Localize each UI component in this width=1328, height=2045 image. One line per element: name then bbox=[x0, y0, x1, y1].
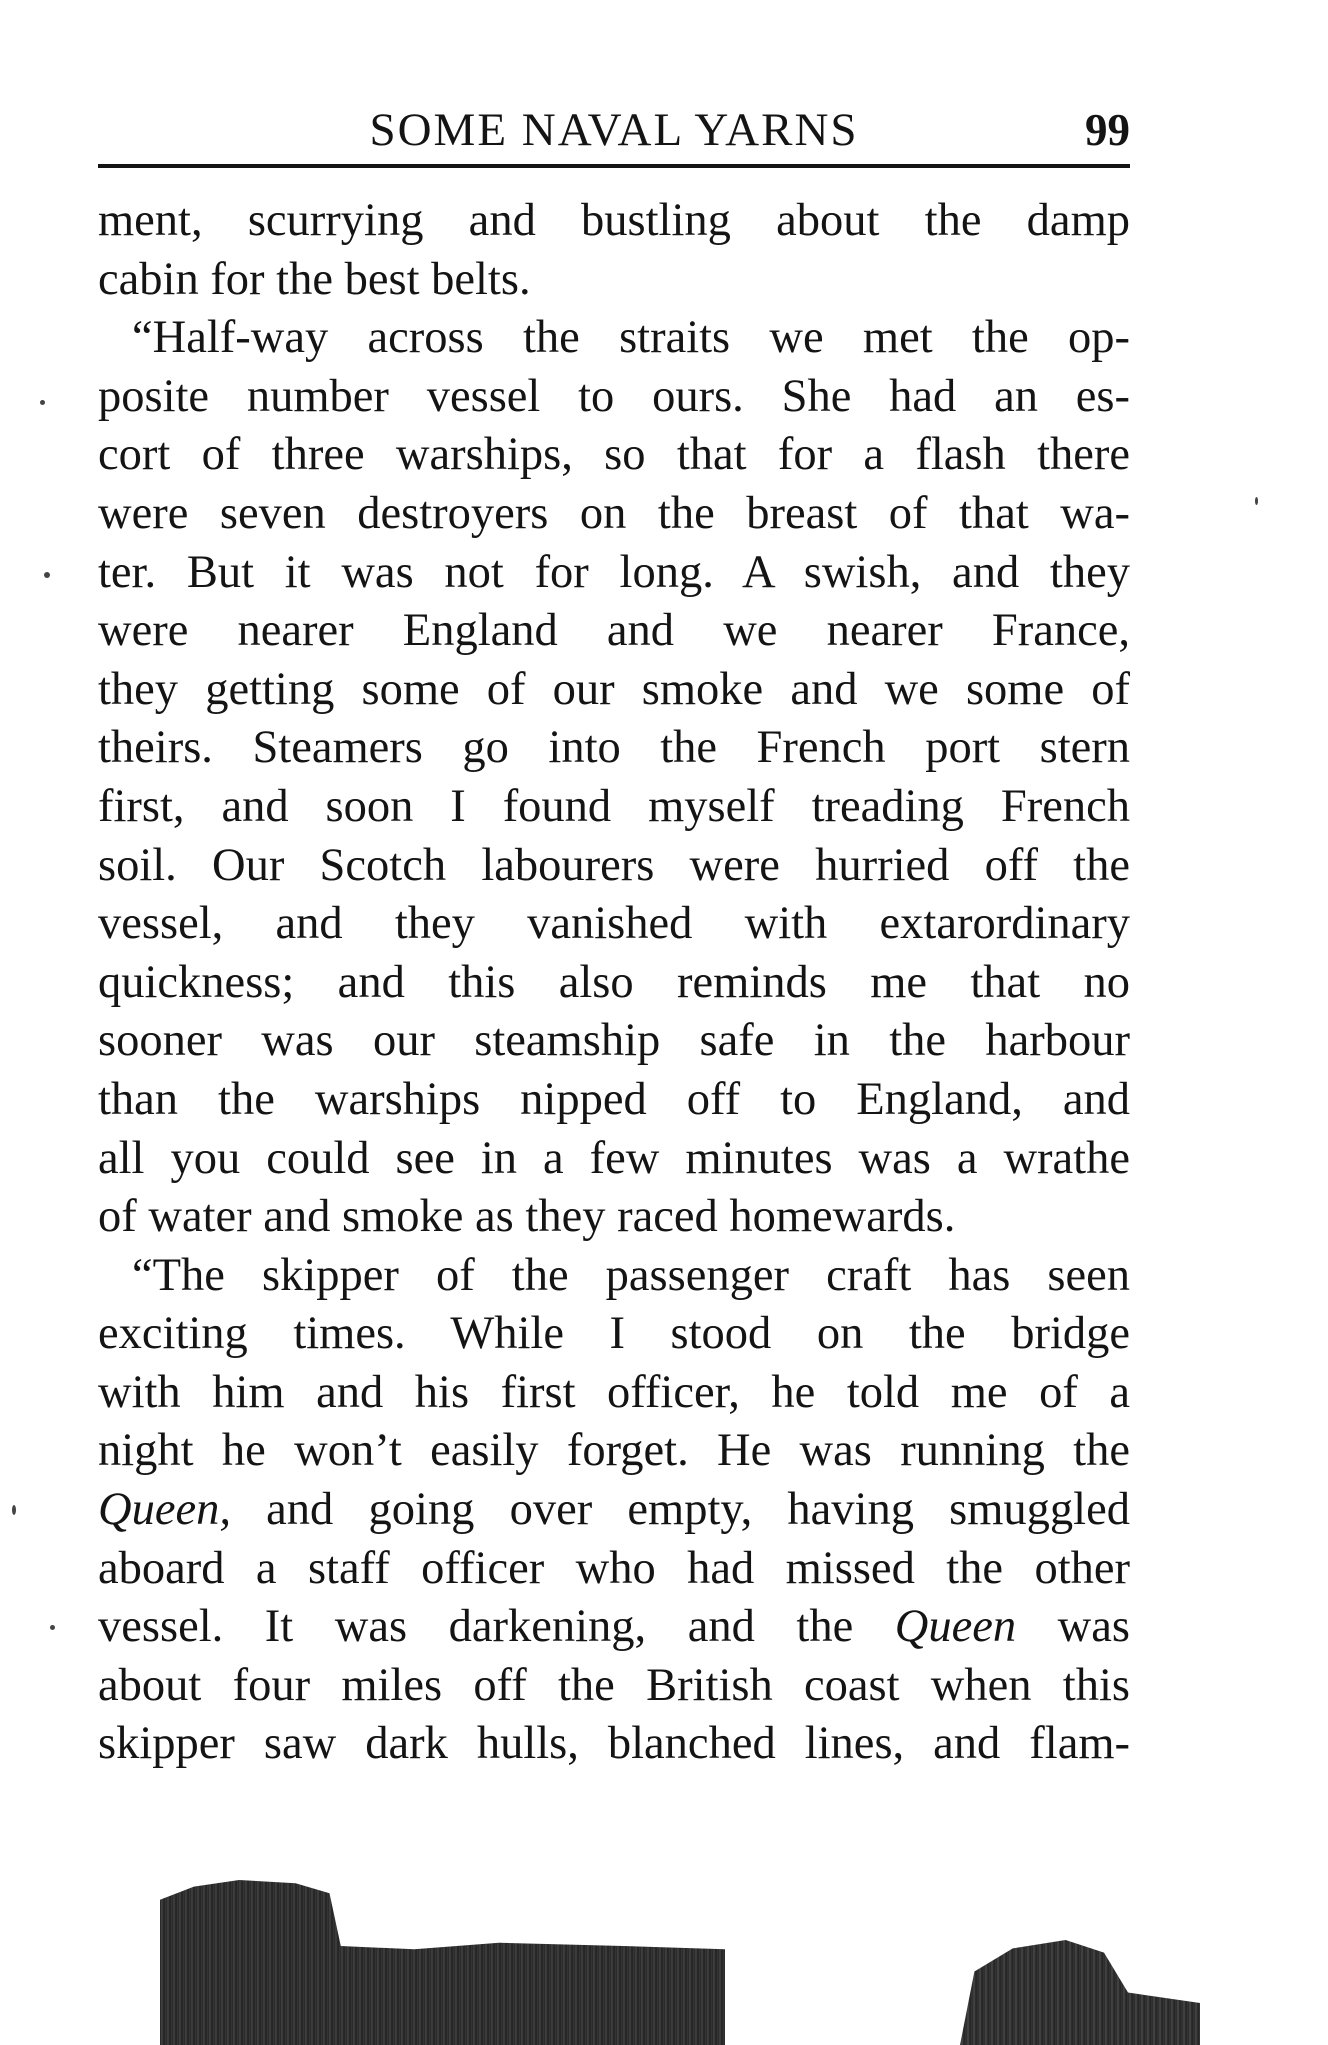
text-line: “The skipper of the passenger craft has seen bbox=[132, 1249, 1130, 1301]
text-line: of water and smoke as they raced homewards. bbox=[98, 1191, 956, 1243]
body-text bbox=[98, 192, 1130, 1774]
text-line: were seven destroyers on the breast of that wa- bbox=[98, 487, 1130, 539]
text-line: with him and his first officer, he told me of a bbox=[98, 1366, 1130, 1418]
scan-speck bbox=[1255, 497, 1258, 505]
text-line: were nearer England and we nearer France, bbox=[98, 605, 1130, 657]
italic-ship-name: Queen bbox=[894, 1601, 1017, 1653]
text-fragment: and going over empty, having smuggled bbox=[230, 1484, 1130, 1536]
text-line: night he won’t easily forget. He was running the bbox=[98, 1425, 1130, 1477]
page-number: 99 bbox=[1085, 105, 1130, 155]
text-line: skipper saw dark hulls, blanched lines, and flam- bbox=[98, 1718, 1130, 1770]
scan-artifact-smudge bbox=[160, 1880, 725, 2045]
scan-speck bbox=[40, 400, 45, 405]
text-line: soil. Our Scotch labourers were hurried off the bbox=[98, 839, 1130, 891]
text-line-italic-mix bbox=[98, 1481, 1130, 1540]
text-line: theirs. Steamers go into the French port stern bbox=[98, 722, 1130, 774]
text-line: vessel, and they vanished with extarordinary bbox=[98, 898, 1130, 950]
text-line: cort of three warships, so that for a flash there bbox=[98, 429, 1130, 481]
text-fragment: was bbox=[1016, 1601, 1130, 1653]
scan-speck bbox=[50, 1625, 55, 1630]
text-line: ment, scurrying and bustling about the damp bbox=[98, 195, 1130, 246]
text-line: ter. But it was not for long. A swish, and they bbox=[98, 546, 1130, 598]
scan-speck bbox=[44, 572, 50, 578]
text-line: posite number vessel to ours. She had an es- bbox=[98, 370, 1130, 422]
running-head bbox=[98, 100, 1130, 160]
text-line: about four miles off the British coast when this bbox=[98, 1659, 1130, 1711]
text-line: than the warships nipped off to England, and bbox=[98, 1073, 1130, 1125]
text-line: all you could see in a few minutes was a wrathe bbox=[98, 1132, 1130, 1184]
header-rule bbox=[98, 164, 1130, 168]
text-line-italic-mix bbox=[98, 1598, 1130, 1657]
text-fragment: vessel. It was darkening, and the bbox=[98, 1601, 895, 1653]
text-line: aboard a staff officer who had missed the other bbox=[98, 1542, 1130, 1594]
text-line: “Half-way across the straits we met the op- bbox=[132, 312, 1130, 364]
text-line: first, and soon I found myself treading French bbox=[98, 780, 1130, 832]
text-line: quickness; and this also reminds me that no bbox=[98, 956, 1130, 1008]
italic-ship-name: Queen, bbox=[98, 1484, 231, 1536]
text-line: cabin for the best belts. bbox=[98, 253, 531, 305]
text-line: they getting some of our smoke and we some of bbox=[98, 663, 1130, 715]
running-title: SOME NAVAL YARNS bbox=[369, 104, 859, 156]
text-line: exciting times. While I stood on the bridge bbox=[98, 1308, 1130, 1360]
text-line: sooner was our steamship safe in the harbour bbox=[98, 1015, 1130, 1067]
scan-artifact-smudge bbox=[960, 1940, 1200, 2045]
scan-speck bbox=[12, 1505, 16, 1515]
